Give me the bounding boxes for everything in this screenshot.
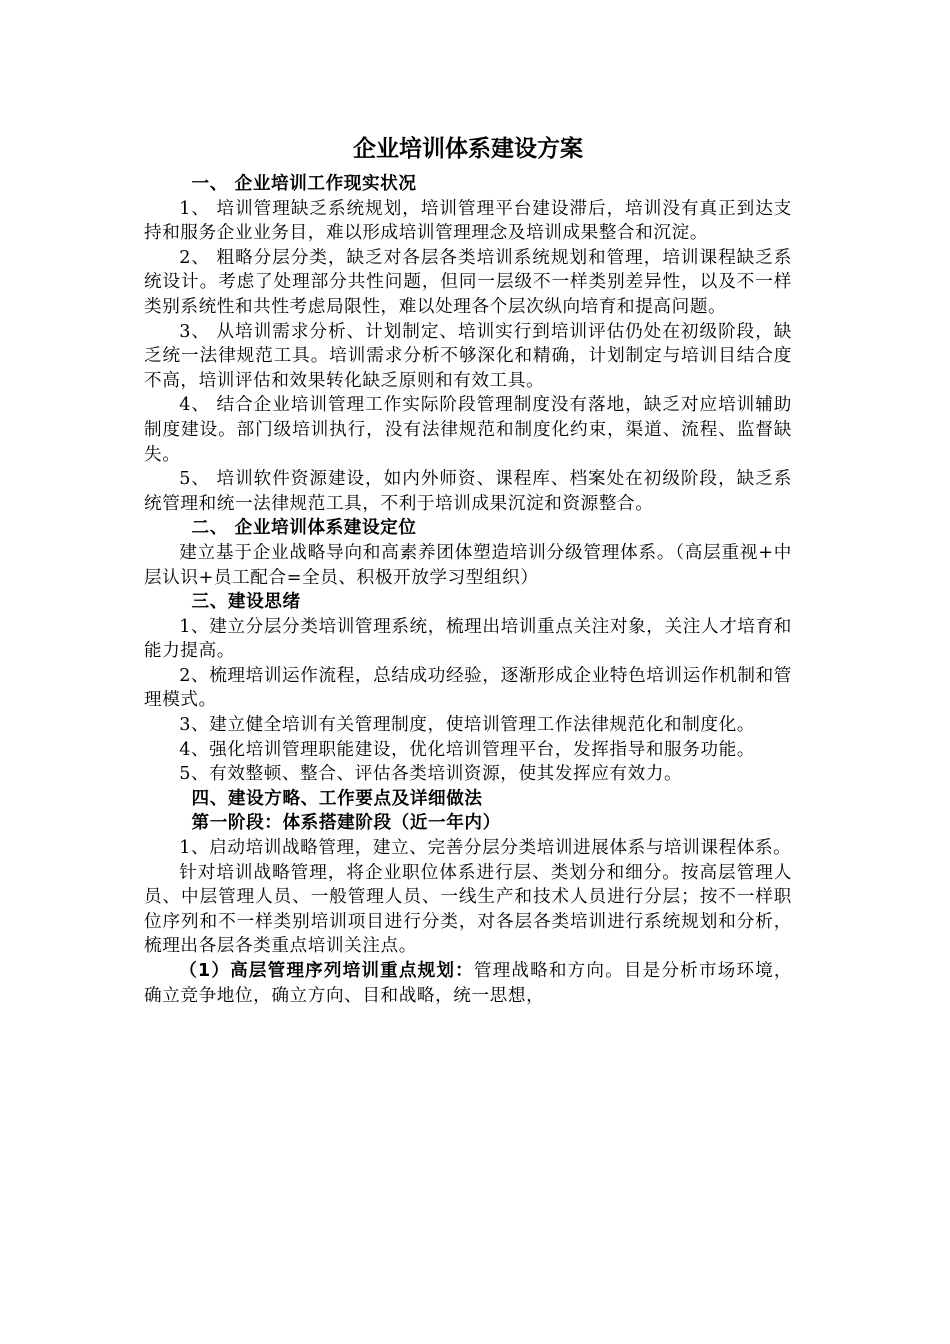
plan-1-text: 管理战略和方向。目是分析市场环境，确立竞争地位，确立方向、目和战略，统一思想， [144, 961, 793, 1006]
section-3-item-5: 5、有效整顿、整合、评估各类培训资源，使其发挥应有效力。 [179, 764, 683, 785]
section-3-item-2: 2、梳理培训运作流程，总结成功经验，逐渐形成企业特色培训运作机制和管理模式。 [144, 665, 792, 711]
document-title: 企业培训体系建设方案 [353, 136, 583, 162]
phase-1-paragraph: 针对培训战略管理，将企业职位体系进行层、类划分和细分。按高层管理人员、中层管理人员、一般管理人员、一线生产和技术人员进行分层；按不一样职位序列和不一样类别培训项目进行分类，对各层各类培训进行系统规划和分析，梳理出各层各类重点培训关注点。 [144, 862, 792, 957]
section-3-item-3: 3、建立健全培训有关管理制度，使培训管理工作法律规范化和制度化。 [179, 715, 755, 736]
section-1-item-5: 5、 培训软件资源建设，如内外师资、课程库、档案处在初级阶段，缺乏系统管理和统一法律规范工具，不利于培训成果沉淀和资源整合。 [144, 469, 792, 514]
section-2-heading: 二、 企业培训体系建设定位 [191, 518, 417, 539]
section-3-item-1: 1、建立分层分类培训管理系统，梳理出培训重点关注对象，关注人才培育和能力提高。 [144, 616, 792, 662]
phase-1-heading: 第一阶段：体系搭建阶段（近一年内） [191, 813, 501, 834]
plan-1-label: （1）高层管理序列培训重点规划： [179, 961, 474, 981]
section-3-item-4: 4、强化培训管理职能建设，优化培训管理平台，发挥指导和服务功能。 [179, 739, 755, 760]
section-3-heading: 三、建设思绪 [191, 592, 301, 613]
section-2-text: 建立基于企业战略导向和高素养团体塑造培训分级管理体系。（高层重视+中层认识+员工配合=全员、积极开放学习型组织） [144, 542, 792, 588]
phase-1-item-1: 1、启动培训战略管理，建立、完善分层分类培训进展体系与培训课程体系。 [179, 838, 792, 859]
section-1-item-1: 1、 培训管理缺乏系统规划，培训管理平台建设滞后，培训没有真正到达支持和服务企业业务目，难以形成培训管理理念及培训成果整合和沉淀。 [144, 198, 792, 244]
section-4-heading: 四、建设方略、工作要点及详细做法 [191, 788, 483, 809]
document-page [144, 128, 792, 1008]
section-1-item-2: 2、 粗略分层分类，缺乏对各层各类培训系统规划和管理，培训课程缺乏系统设计。考虑了处理部分共性问题，但同一层级不一样类别差异性，以及不一样类别系统性和共性考虑局限性，难以处理各个层次纵向培育和提高问题。 [144, 247, 792, 317]
section-1-item-4: 4、 结合企业培训管理工作实际阶段管理制度没有落地，缺乏对应培训辅助制度建设。部门级培训执行，没有法律规范和制度化约束，渠道、流程、监督缺失。 [144, 395, 792, 465]
plan-1-paragraph [144, 959, 792, 1008]
section-1-heading: 一、 企业培训工作现实状况 [191, 174, 417, 194]
section-1-item-3: 3、 从培训需求分析、计划制定、培训实行到培训评估仍处在初级阶段，缺乏统一法律规范工具。培训需求分析不够深化和精确，计划制定与培训目结合度不高，培训评估和效果转化缺乏原则和有效工具。 [144, 321, 792, 391]
